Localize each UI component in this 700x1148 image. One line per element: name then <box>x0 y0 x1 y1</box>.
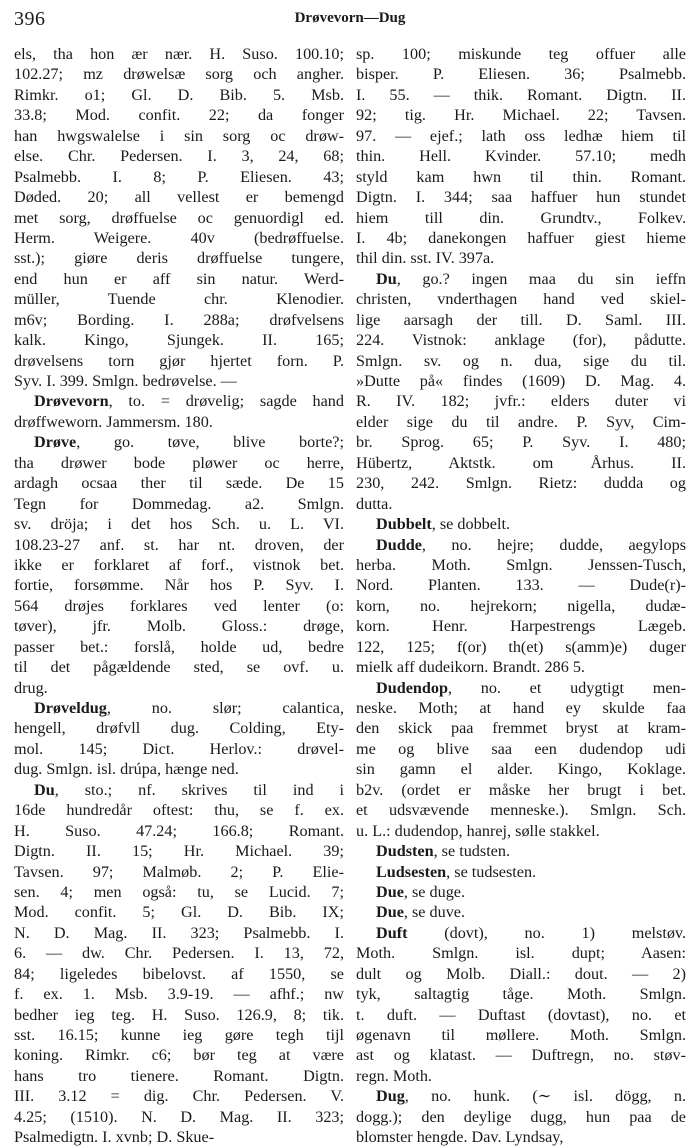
entry-headword: Drøve <box>34 433 77 452</box>
text-line: Mod. confit. 5; Gl. D. Bib. IX; <box>14 903 344 922</box>
text-line: I. 4b; danekongen haffuer giest hieme <box>356 228 686 247</box>
entry-headword: Du <box>34 780 55 799</box>
text-line: tyk, saltagtig tåge. Moth. Smlgn. <box>356 985 686 1004</box>
text-line: han hwgswalelse i sin sorg oc drøw- <box>14 126 344 145</box>
text-line: Nord. Planten. 133. — Dude(r)- <box>356 576 686 595</box>
text-line: drøffweworn. Jammersm. 180. <box>14 412 213 431</box>
entry-headword: Due <box>376 882 404 901</box>
text-line: ast og klatast. — Duftregn, no. støv- <box>356 1046 686 1065</box>
text-line: dult og Molb. Diall.: dout. — 2) <box>356 964 686 983</box>
text-line: Du, go.? ingen maa du sin ieffn <box>376 269 686 288</box>
text-line: 224. Vistnok: anklage (for), pådutte. <box>356 331 686 350</box>
text-line: bisper. P. Eliesen. 36; Psalmebb. <box>356 65 686 84</box>
text-line: else. Chr. Pedersen. I. 3, 24, 68; <box>14 147 344 166</box>
text-line: I. 55. — thik. Romant. Digtn. II. <box>356 85 686 104</box>
text-line: hengell, drøfvll dug. Colding, Ety- <box>14 719 344 738</box>
text-line: fortie, forsømme. Når hos P. Syv. I. <box>14 576 344 595</box>
text-line: III. 3.12 = dig. Chr. Pedersen. V. <box>14 1087 344 1106</box>
text-line: hiem till din. Grundtv., Folkev. <box>356 208 686 227</box>
page-header <box>0 0 700 36</box>
text-line: thil din. sst. IV. 397a. <box>356 249 495 268</box>
text-line: Ludsesten, se tudsesten. <box>376 862 537 881</box>
text-line: Digtn. II. 15; Hr. Michael. 39; <box>14 842 344 861</box>
text-line: korn. Henr. Harpestrengs Lægeb. <box>356 617 686 636</box>
text-line: N. D. Mag. II. 323; Psalmebb. I. <box>14 923 344 942</box>
page-number: 396 <box>14 8 46 30</box>
text-line: 92; tig. Hr. Michael. 22; Tavsen. <box>356 106 686 125</box>
text-line: sp. 100; miskunde teg offuer alle <box>356 45 686 63</box>
entry-headword: Ludsesten <box>376 862 447 881</box>
text-line: bedher ieg teg. H. Suso. 126.9, 8; tik. <box>14 1005 344 1024</box>
text-line: m6v; Bording. I. 288a; drøfvelsens <box>14 310 344 329</box>
text-line: koning. Rimkr. c6; bør teg at være <box>14 1046 344 1065</box>
text-line: Moth. Smlgn. isl. dupt; Aasen: <box>356 944 686 963</box>
text-line: u. L.: dudendop, hanrej, sølle stakkel. <box>356 821 600 840</box>
text-line: met sorg, drøffuelse oc genuordigl ed. <box>14 208 344 227</box>
text-line: »Dutte på« findes (1609) D. Mag. 4. <box>356 372 686 390</box>
text-line: end hun er aff sin natur. Werd- <box>14 269 344 288</box>
text-line: et udsvævende menneske.). Smlgn. Sch. <box>356 801 686 820</box>
entry-headword: Dug <box>376 1087 405 1106</box>
text-line: styld kam hwn til thin. Romant. <box>356 167 686 186</box>
text-line: thin. Hell. Kvinder. 57.10; medh <box>356 147 686 166</box>
text-line: 108.23-27 anf. st. har nt. droven, der <box>14 535 344 554</box>
text-line: drøvelsens torn gjør hjertet forn. P. <box>14 351 344 370</box>
text-line: passer bet.: forslå, holde ud, bedre <box>14 637 344 656</box>
text-line: drug. <box>14 678 48 697</box>
text-line: Smlgn. sv. og n. dua, sige du til. <box>356 351 686 370</box>
text-line: Due, se duve. <box>376 903 466 922</box>
text-line: Dudsten, se tudsten. <box>376 842 511 861</box>
entry-headword: Dubbelt <box>376 515 432 534</box>
text-line: Dudendop, no. et udygtigt men- <box>376 678 686 697</box>
entry-headword: Due <box>376 903 404 922</box>
text-line: 84; ligeledes bibelovst. af 1550, se <box>14 964 344 983</box>
text-line: dogg.); den deylige dugg, hun paa de <box>356 1107 686 1126</box>
entry-headword: Dudde <box>376 535 422 554</box>
text-line: øgenavn til møllere. Moth. Smlgn. <box>356 1026 686 1044</box>
text-line: sst. 16.15; kunne ieg gøre tegh tijl <box>14 1026 344 1044</box>
text-line: Dubbelt, se dobbelt. <box>376 515 511 534</box>
text-line: Rimkr. o1; Gl. D. Bib. 5. Msb. <box>14 85 344 104</box>
text-line: me og blive saa een dudendop udi <box>356 739 686 758</box>
text-line: Duft (dovt), no. 1) melstøv. <box>376 923 686 942</box>
text-line: 4.25; (1510). N. D. Mag. II. 323; <box>14 1107 344 1126</box>
entry-headword: Duft <box>376 923 408 942</box>
text-line: tøver), jfr. Molb. Gloss.: drøge, <box>14 617 344 636</box>
text-line: 6. — dw. Chr. Pedersen. I. 13, 72, <box>14 944 344 963</box>
text-line: Digtn. I. 344; saa haffuer hun stundet <box>356 188 686 207</box>
text-line: kalk. Kingo, Sjungek. II. 165; <box>14 331 344 350</box>
running-head: Drøvevorn—Dug <box>294 10 406 26</box>
text-line: korn, no. hejrekorn; nigella, dudæ- <box>356 596 686 615</box>
text-line: sst.); giøre deris drøffuelse tungere, <box>14 249 344 268</box>
text-line: 564 drøjes forklares ved lenter (o: <box>14 596 344 615</box>
text-line: blomster hengde. Dav. Lyndsay, <box>356 1128 564 1147</box>
right-column <box>356 44 686 1148</box>
left-column <box>14 44 344 1148</box>
text-line: sv. dröja; i det hos Sch. u. L. VI. <box>14 515 344 534</box>
text-line: Dug, no. hunk. (∼ isl. dögg, n. <box>376 1087 686 1106</box>
entry-headword: Drøvevorn <box>34 392 109 411</box>
text-line: christen, vnderthagen hand ved skiel- <box>356 290 686 309</box>
text-line: dug. Smlgn. isl. drúpa, hænge ned. <box>14 760 239 779</box>
entry-headword: Dudsten <box>376 842 434 861</box>
text-line: 16de hundredår oftest: thu, se f. ex. <box>14 801 344 820</box>
text-line: elder sige du til andre. P. Syv, Cim- <box>356 412 686 431</box>
text-line: t. duft. — Duftast (dovtast), no. et <box>356 1005 686 1024</box>
text-line: Hübertz, Aktstk. om Århus. II. <box>356 453 686 472</box>
text-line: Tegn for Dommedag. a2. Smlgn. <box>14 494 344 513</box>
text-line: 33.8; Mod. confit. 22; da fonger <box>14 106 344 125</box>
text-line: b2v. (ordet er måske her brugt i bet. <box>356 780 686 799</box>
text-line: ardagh ocsaa ther til sæde. De 15 <box>14 474 344 493</box>
text-line: els, tha hon ær nær. H. Suso. 100.10; <box>14 45 344 63</box>
text-line: R. IV. 182; jvfr.: elders duter vi <box>356 392 686 411</box>
text-line: br. Sprog. 65; P. Syv. I. 480; <box>356 433 686 452</box>
text-line: Psalmedigtn. I. xvnb; D. Skue- <box>14 1128 215 1147</box>
text-line: mielk aff dudeikorn. Brandt. 286 5. <box>356 658 585 677</box>
text-line: Herm. Weigere. 40v (bedrøffuelse. <box>14 228 344 247</box>
text-line: Drøvevorn, to. = drøvelig; sagde hand <box>34 392 344 411</box>
text-line: til det pågældende sted, se ovf. u. <box>14 658 344 677</box>
text-line: 230, 242. Smlgn. Rietz: dudda og <box>356 474 686 493</box>
text-line: neske. Moth; at hand ey skulde faa <box>356 699 686 717</box>
text-line: 97. — ejef.; lath oss ledhæ hiem til <box>356 126 686 145</box>
text-line: lige aarsagh der till. D. Saml. III. <box>356 310 686 329</box>
text-line: regn. Moth. <box>356 1066 432 1085</box>
text-line: sen. 4; men også: tu, se Lucid. 7; <box>14 882 344 901</box>
entry-headword: Drøveldug <box>34 699 107 717</box>
text-line: müller, Tuende chr. Klenodier. <box>14 290 344 309</box>
text-line: tha drøwer bode pløwer oc herre, <box>14 453 344 472</box>
text-line: dutta. <box>356 494 393 513</box>
text-line: Drøve, go. tøve, blive borte?; <box>34 433 344 452</box>
text-line: sin gamn el alder. Kingo, Koklage. <box>356 760 686 779</box>
text-line: hans tro tienere. Romant. Digtn. <box>14 1066 344 1085</box>
text-line: f. ex. 1. Msb. 3.9-19. — afhf.; nw <box>14 985 344 1004</box>
text-line: Psalmebb. I. 8; P. Eliesen. 43; <box>14 167 344 186</box>
text-line: Du, sto.; nf. skrives til ind i <box>34 780 344 799</box>
text-line: Due, se duge. <box>376 882 466 901</box>
text-line: herba. Moth. Smlgn. Jenssen-Tusch, <box>356 555 686 574</box>
text-line: H. Suso. 47.24; 166.8; Romant. <box>14 821 344 840</box>
text-line: den skick paa fremmet bryst at kram- <box>356 719 686 738</box>
text-line: Syv. I. 399. Smlgn. bedrøvelse. — <box>14 372 237 390</box>
text-line: ikke er forklaret af forf., vistnok bet. <box>14 555 344 574</box>
text-line: mol. 145; Dict. Herlov.: drøvel- <box>14 739 344 758</box>
text-line: Dudde, no. hejre; dudde, aegylops <box>376 535 686 554</box>
text-line: Drøveldug, no. slør; calantica, <box>34 699 344 717</box>
text-line: 122, 125; f(or) th(et) s(amm)e) duger <box>356 637 686 656</box>
entry-headword: Dudendop <box>376 678 448 697</box>
text-line: 102.27; mz drøwelsæ sorg och angher. <box>14 65 344 84</box>
text-line: Døded. 20; all vellest er bemengd <box>14 188 344 207</box>
text-line: Tavsen. 97; Malmøb. 2; P. Elie- <box>14 862 344 881</box>
entry-headword: Du <box>376 269 397 288</box>
